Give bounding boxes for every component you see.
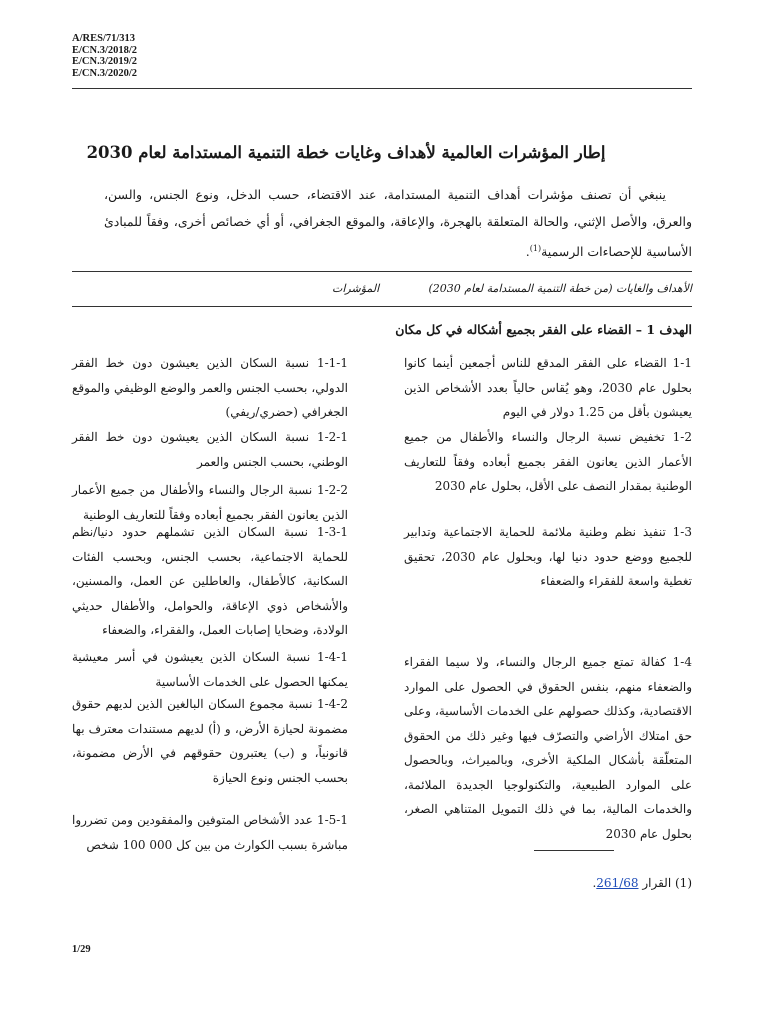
target-item: 1-2 تخفيض نسبة الرجال والنساء والأطفال من جميع الأعمار الذين يعانون الفقر بجميع أبعاده وفقاً للتعاريف الوطنية بمقدار النصف على الأقل، بحلول عام 2030 — [404, 430, 692, 493]
indicator-item: 1-2-1 نسبة السكان الذين يعيشون دون خط الفقر الوطني، بحسب الجنس والعمر — [72, 430, 348, 469]
symbol-line: E/CN.3/2019/2 — [72, 56, 138, 67]
document-symbols — [72, 33, 137, 79]
footnote: (1) القرار 261/68. — [592, 876, 692, 890]
page-number: 1/29 — [72, 944, 91, 955]
footnote-rule — [534, 850, 614, 851]
column-header-indicators: المؤشرات — [332, 282, 380, 295]
table-header — [72, 276, 692, 306]
indicator-item: 1-5-1 عدد الأشخاص المتوفين والمفقودين ومن تضرروا مباشرة بسبب الكوارث من بين كل 000 100 شخص — [72, 813, 348, 852]
intro-text: ينبغي أن تصنف مؤشرات أهداف التنمية المستدامة، عند الاقتضاء، حسب الدخل، ونوع الجنس، والسن، والعرق، والأصل الإثني، والحالة المتعلقة بالهجرة، والإعاقة، والموقع الجغرافي، أو أي خصائص أخرى، وفقاً للمبادئ الأساسية للإحصاءات الرسمية — [104, 187, 692, 260]
footnote-text: القرار — [642, 876, 672, 890]
footnote-mark: (1) — [529, 244, 542, 253]
indicator-item: 1-3-1 نسبة السكان الذين تشملهم حدود دنيا/نظم للحماية الاجتماعية، بحسب الجنس، وبحسب الفئات السكانية، كالأطفال، والعاطلين عن العمل، والمسنين، والأشخاص ذوي الإعاقة، والحوامل، والأطفال حديثي الولادة، وضحايا إصابات العمل، والفقراء، والضعفاء — [72, 525, 348, 637]
indicator-item: 1-1-1 نسبة السكان الذين يعيشون دون خط الفقر الدولي، بحسب الجنس والعمر والوضع الوظيفي والموقع الجغرافي (حضري/ريفي) — [72, 356, 348, 419]
intro-end: . — [525, 244, 530, 260]
column-header-targets: الأهداف والغايات (من خطة التنمية المستدامة لعام 2030) — [428, 282, 692, 295]
page-title: إطار المؤشرات العالمية لأهداف وغايات خطة التنمية المستدامة لعام 2030 — [86, 143, 606, 162]
table-top-rule — [72, 271, 692, 272]
indicator-item: 1-4-1 نسبة السكان الذين يعيشون في أسر معيشية يمكنها الحصول على الخدمات الأساسية — [72, 650, 348, 689]
header-rule — [72, 88, 692, 89]
target-item: 1-1 القضاء على الفقر المدقع للناس أجمعين أينما كانوا بحلول عام 2030، وهو يُقاس حالياً بعدد الأشخاص الذين يعيشون بأقل من 1.25 دولار في اليوم — [404, 356, 693, 419]
footnote-mark: (1) — [674, 876, 692, 890]
goal-heading: الهدف 1 – القضاء على الفقر بجميع أشكاله في كل مكان — [395, 322, 692, 337]
indicator-item: 1-4-2 نسبة مجموع السكان البالغين الذين لديهم حقوق مضمونة لحيازة الأرض، و (أ) لديهم مستندات معترف بها قانونياً، و (ب) يعتبرون حقوقهم في الأرض مضمونة، بحسب الجنس ونوع الحيازة — [72, 697, 348, 785]
table-header-rule — [72, 306, 692, 307]
indicator-item: 1-2-2 نسبة الرجال والنساء والأطفال من جميع الأعمار الذين يعانون الفقر بجميع أبعاده وفقاً للتعاريف الوطنية — [72, 483, 348, 522]
resolution-link[interactable]: 261/68 — [596, 876, 639, 890]
symbol-line: A/RES/71/313 — [72, 33, 136, 44]
target-item: 1-3 تنفيذ نظم وطنية ملائمة للحماية الاجتماعية وتدابير للجميع ووضع حدود دنيا لها، وبحلول عام 2030، تحقيق تغطية واسعة للفقراء والضعفاء — [404, 525, 692, 588]
symbol-line: E/CN.3/2018/2 — [72, 44, 138, 56]
symbol-line: E/CN.3/2020/2 — [72, 67, 138, 79]
intro-paragraph — [104, 181, 692, 265]
target-item: 1-4 كفالة تمتع جميع الرجال والنساء، ولا سيما الفقراء والضعفاء منهم، بنفس الحقوق في الحصول على الموارد الاقتصادية، وكذلك حصولهم على الخدمات الأساسية، وعلى حق امتلاك الأراضي والتصرّف فيها وغير ذلك من الحقوق المتعلّقة بأشكال الملكية الأخرى، وبالميراث، وبالحصول على الموارد الطبيعية، والتكنولوجيا الجديدة الملائمة، والخدمات المالية، بما في ذلك التمويل المتناهي الصغر، بحلول عام 2030 — [404, 655, 692, 841]
